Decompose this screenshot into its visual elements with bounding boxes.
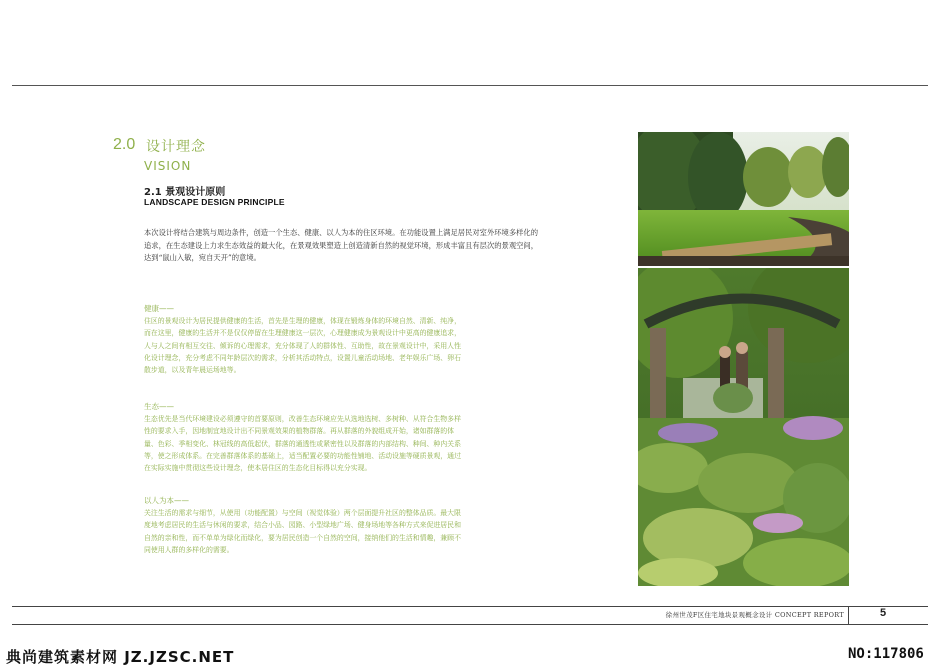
footer-report-title: 徐州世茂F区住宅地块景观概念设计 CONCEPT REPORT <box>665 611 844 619</box>
principle-text: 住区的景观设计为居民提供健康的生活，首先是生理的健康，体现在锻炼身体的环境自然、清新、纯净，而在这里，健康的生活并不是仅仅停留在生理健康这一层次，心理健康成为景观设计中更高的健康追求，人与人之间有相互交往、倾诉的心理需求，充分体现了人的群体性、互助性，故在景观设计中，采用人性化设计理念，充分考虑不同年龄层次的需求，分析其活动特点，设置儿童活动场地、老年娱乐广场、卵石散步道，以及青年晨运场地等。 <box>144 317 461 375</box>
subsection-title-en: LANDSCAPE DESIGN PRINCIPLE <box>144 197 285 207</box>
subsection-title: 2.1 景观设计原则 <box>144 187 226 198</box>
page-number: 5 <box>880 607 887 619</box>
principle-text: 生态优先是当代环境建设必须遵守的首要原则，改善生态环境应先从选地选树、多树种、从符合生物多样性的要求入手，因地制宜地设计出不同景观效果的植物群落。再从群落的外貌组成开始，诸如群落的体量、色彩、季相变化、林冠线的高低起伏，群落的通透性或紧密性以及群落的内部结构、种间、种内关系等，使之形成体系。在完善群落体系的基础上，适当配置必要的功能性铺地、活动设施等硬质景观，通过在实际实施中贯彻这些设计理念，使本居住区的生态化目标得以充分实现。 <box>144 415 461 473</box>
watermark-number: NO:117806 <box>848 646 924 662</box>
section-number: 2.0 <box>113 136 136 153</box>
principle-people <box>144 495 466 556</box>
top-rule <box>12 85 928 86</box>
principle-heading: 生态—— <box>144 402 174 411</box>
principle-text: 关注生活的需求与细节，从使用（功能配置）与空间（视觉体验）两个层面提升社区的整体品质。最大限度地考虑居民的生活与休闲的要求，结合小品、园路、小型绿地广场、健身场地等各种方式来促进居民和自然的亲和性，而不单单为绿化而绿化，要为居民创造一个自然的空间，接纳他们的生活和情趣，兼顾不同使用人群的多样化的需要。 <box>144 509 461 554</box>
watermark-site: 典尚建筑素材网 JZ.JZSC.NET <box>6 648 235 666</box>
principle-ecology <box>144 401 466 474</box>
principle-heading: 健康—— <box>144 304 174 313</box>
footer-rule-bottom <box>12 624 928 625</box>
section-title: 设计理念 <box>146 139 206 155</box>
principle-health <box>144 303 466 376</box>
lawn-garden-photo <box>638 132 849 266</box>
section-title-en: VISION <box>144 159 192 173</box>
flower-garden-arch-photo <box>638 268 849 586</box>
footer-separator <box>848 606 849 624</box>
footer-rule-top <box>12 606 928 607</box>
principle-heading: 以人为本—— <box>144 496 189 505</box>
intro-paragraph: 本次设计将结合建筑与周边条件，创造一个生态、健康、以人为本的住区环境。在功能设置上满足居民对室外环境多样化的追求，在生态建设上力求生态效益的最大化，在景观效果塑造上创造清新自然的视觉环境，形成丰富且有层次的景观空间，达到“鼠山入敏，宛自天开”的意境。 <box>144 228 539 262</box>
